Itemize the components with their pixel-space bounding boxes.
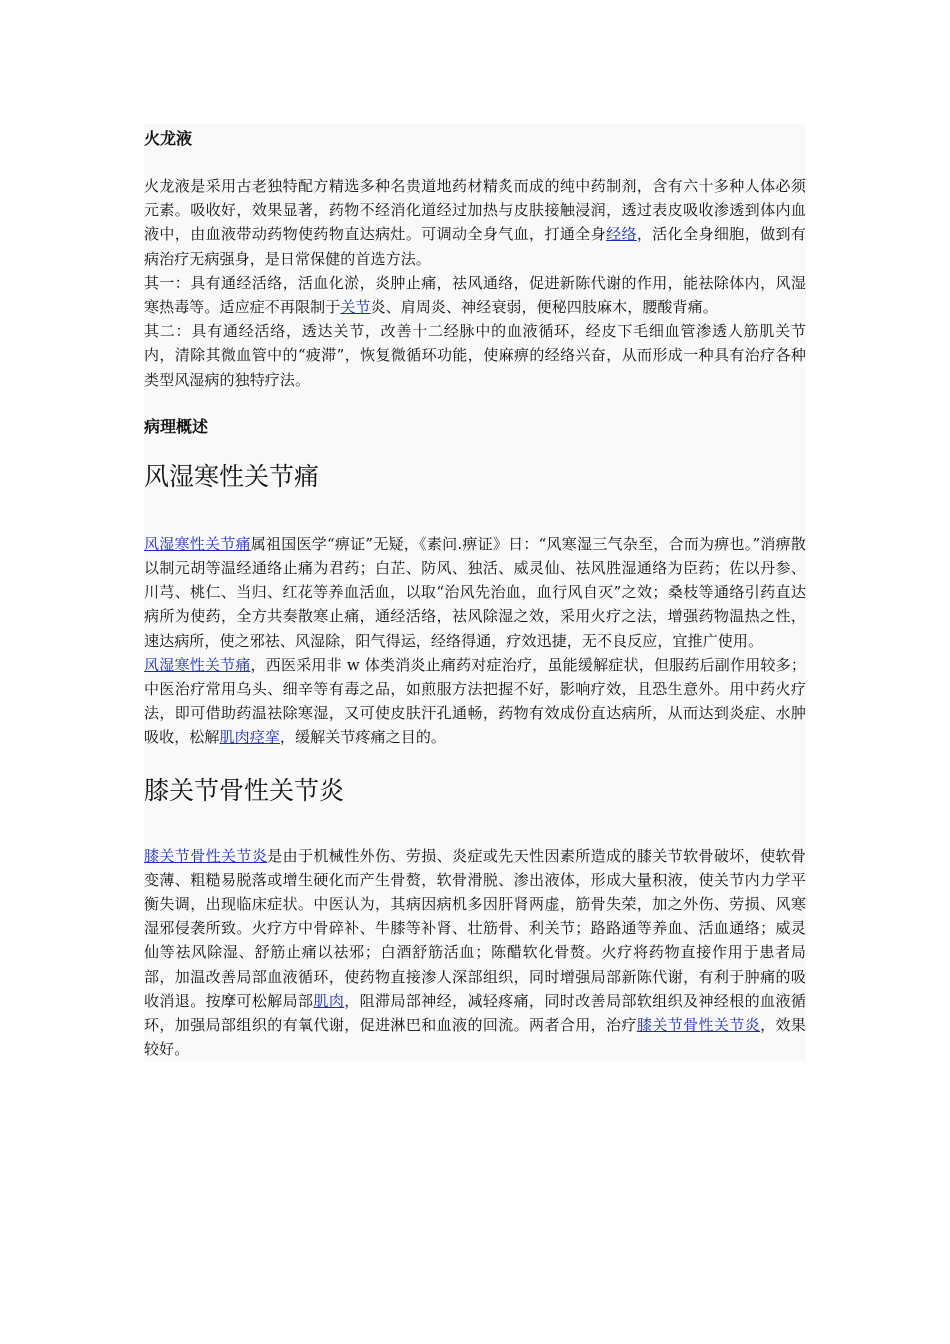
fengshi-paragraph-two <box>144 653 806 750</box>
point-one-text-b: 炎、肩周炎、神经衰弱，便秘四肢麻木，腰酸背痛。 <box>370 298 718 317</box>
xiguanjie-text-b: ，阻滞局部神经，减轻疼痛，同时改善局部软组织及神经根的血液循环，加强局部组织的有氧代谢，促进淋巴和血液的回流。两者合用，治疗 <box>144 991 806 1035</box>
intro-text-a: 火龙液是采用古老独特配方精选多种名贵道地药材精炙而成的纯中药制剂，含有六十多种人体必须元素。吸收好，效果显著，药物不经消化道经过加热与皮肤接触浸润，透过表皮吸收渗透到体内血液中，由血液带动药物使药物直达病灶。可调动全身气血，打通全身 <box>144 177 806 244</box>
fengshi-p1-text: 属祖国医学“痹证”无疑，《素问.痹证》日：“风寒湿三气杂至，合而为痹也。”消痹散以制元胡等温经通络止痛为君药；白芷、防风、独活、威灵仙、祛风胜湿通络为臣药；佐以丹参、川芎、桃仁、当归、红花等养血活血，以取“治风先治血，血行风自灭”之效；桑枝等通络引药直达病所为使药，全方共奏散寒止痛，通经活络，祛风除湿之效，采用火疗之法，增强药物温热之性，速达病所，使之邪祛、风湿除，阳气得运，经络得通，疗效迅捷，无不良反应，宜推广使用。 <box>144 534 806 650</box>
link-xiguanjie-1[interactable]: 膝关节骨性关节炎 <box>144 846 268 865</box>
document-page <box>144 124 806 1061</box>
point-one-paragraph <box>144 271 806 319</box>
link-fengshi-hanxing-1[interactable]: 风湿寒性关节痛 <box>144 534 251 553</box>
fengshi-p2-text-a: ，西医采用非 w 体类消炎止痛药对症治疗，虽能缓解症状，但服药后副作用较多；中医治疗常用乌头、细辛等有毒之品，如煎服方法把握不好，影响疗效，且恐生意外。用中药火疗法，即可借助药温祛除寒湿，又可使皮肤汗孔通畅，药物有效成份直达病所，从而达到炎症、水肿吸收，松解 <box>144 655 807 747</box>
link-jingluo[interactable]: 经络 <box>606 225 637 244</box>
xiguanjie-paragraph <box>144 844 806 1062</box>
fengshi-p2-text-b: ，缓解关节疼痛之目的。 <box>279 728 447 747</box>
intro-text-b: ，活化全身细胞，做到有病治疗无病强身，是日常保健的首选方法。 <box>144 225 806 268</box>
xiguanjie-text-c: ，效果较好。 <box>144 1016 806 1059</box>
heading-xiguanjie: 膝关节骨性关节炎 <box>144 775 345 805</box>
link-jirou[interactable]: 肌肉 <box>313 991 345 1010</box>
xiguanjie-text-a: 是由于机械性外伤、劳损、炎症或先天性因素所造成的膝关节软骨破坏，使软骨变薄、粗糙易脱落或增生硬化而产生骨赘，软骨滑脱、渗出液体，形成大量积液，使关节内力学平衡失调，出现临床症状。中医认为，其病因病机多因肝肾两虚，筋骨失荣，加之外伤、劳损、风寒湿邪侵袭所致。火疗方中骨碎补、牛膝等补肾、壮筋骨、利关节；路路通等养血、活血通络；威灵仙等祛风除湿、舒筋止痛以祛邪；白酒舒筋活血；陈醋软化骨赘。火疗将药物直接作用于患者局部，加温改善局部血液循环，使药物直接渗人深部组织，同时增强局部新陈代谢，有利于肿痛的吸收消退。按摩可松解局部 <box>144 846 806 1010</box>
link-guanjie[interactable]: 关节 <box>340 298 371 317</box>
point-one-text-a: 其一：具有通经活络，活血化淤，炎肿止痛，祛风通络，促进新陈代谢的作用，能祛除体内，风湿寒热毒等。适应症不再限制于 <box>144 273 806 317</box>
point-two-paragraph: 其二：具有通经活络，透达关节，改善十二经脉中的血液循环，经皮下毛细血管渗透人筋肌关节内，清除其微血管中的“疲滞”，恢复微循环功能，使麻痹的经络兴奋，从而形成一种具有治疗各种类型风湿病的独特疗法。 <box>144 322 806 389</box>
intro-paragraph <box>144 174 806 271</box>
fengshi-paragraph-one <box>144 532 806 653</box>
heading-fengshi-hanxing: 风湿寒性关节痛 <box>144 461 320 491</box>
link-jirou-jingluan[interactable]: 肌肉痉挛 <box>219 728 280 747</box>
heading-bingli-gaishu: 病理概述 <box>144 416 209 436</box>
link-xiguanjie-2[interactable]: 膝关节骨性关节炎 <box>636 1016 761 1035</box>
link-fengshi-hanxing-2[interactable]: 风湿寒性关节痛 <box>144 655 251 674</box>
heading-huolongye: 火龙液 <box>144 129 193 148</box>
